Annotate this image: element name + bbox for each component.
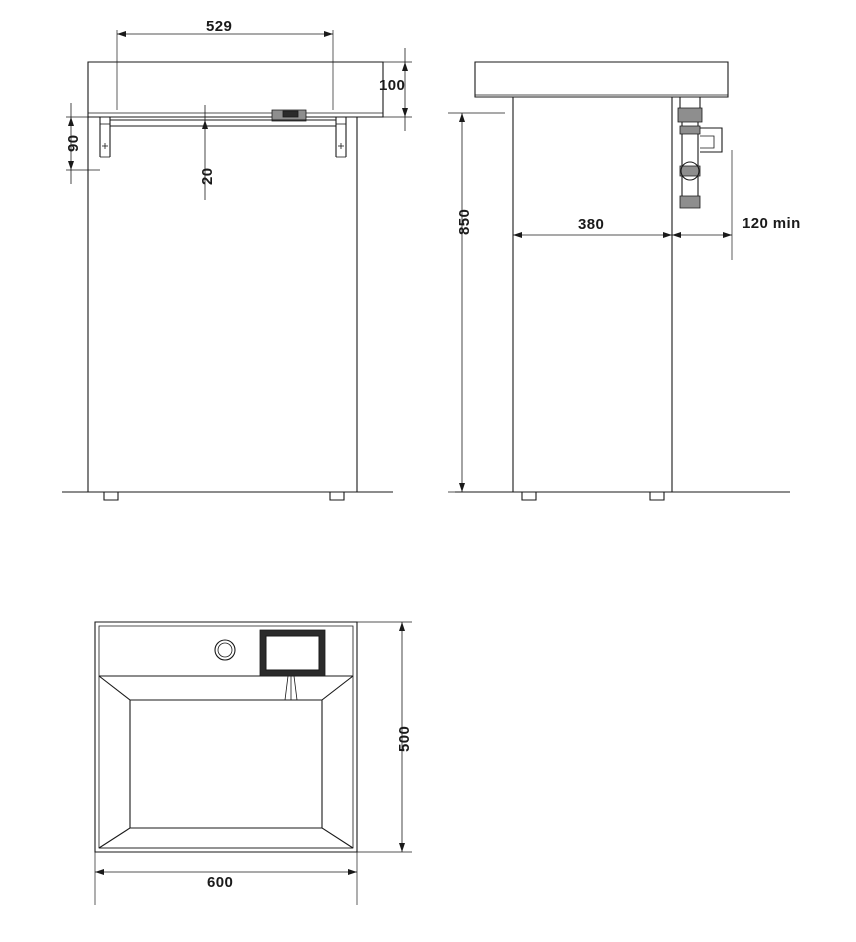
dim-label-front-width: 529 bbox=[206, 18, 233, 35]
dim-label-side-total-height: 850 bbox=[456, 208, 473, 235]
dim-label-front-top-height: 100 bbox=[379, 77, 406, 94]
dim-label-front-bracket-height: 90 bbox=[65, 134, 82, 152]
top-plan-view bbox=[95, 622, 412, 905]
dim-label-plan-width: 600 bbox=[207, 874, 234, 891]
dim-label-side-depth: 380 bbox=[578, 216, 605, 233]
side-elevation-view bbox=[448, 62, 790, 500]
dim-label-plan-depth: 500 bbox=[396, 725, 413, 752]
dim-label-front-inner-offset: 20 bbox=[199, 167, 216, 185]
dim-label-side-clearance: 120 min bbox=[742, 215, 801, 232]
front-elevation-view bbox=[62, 30, 412, 500]
